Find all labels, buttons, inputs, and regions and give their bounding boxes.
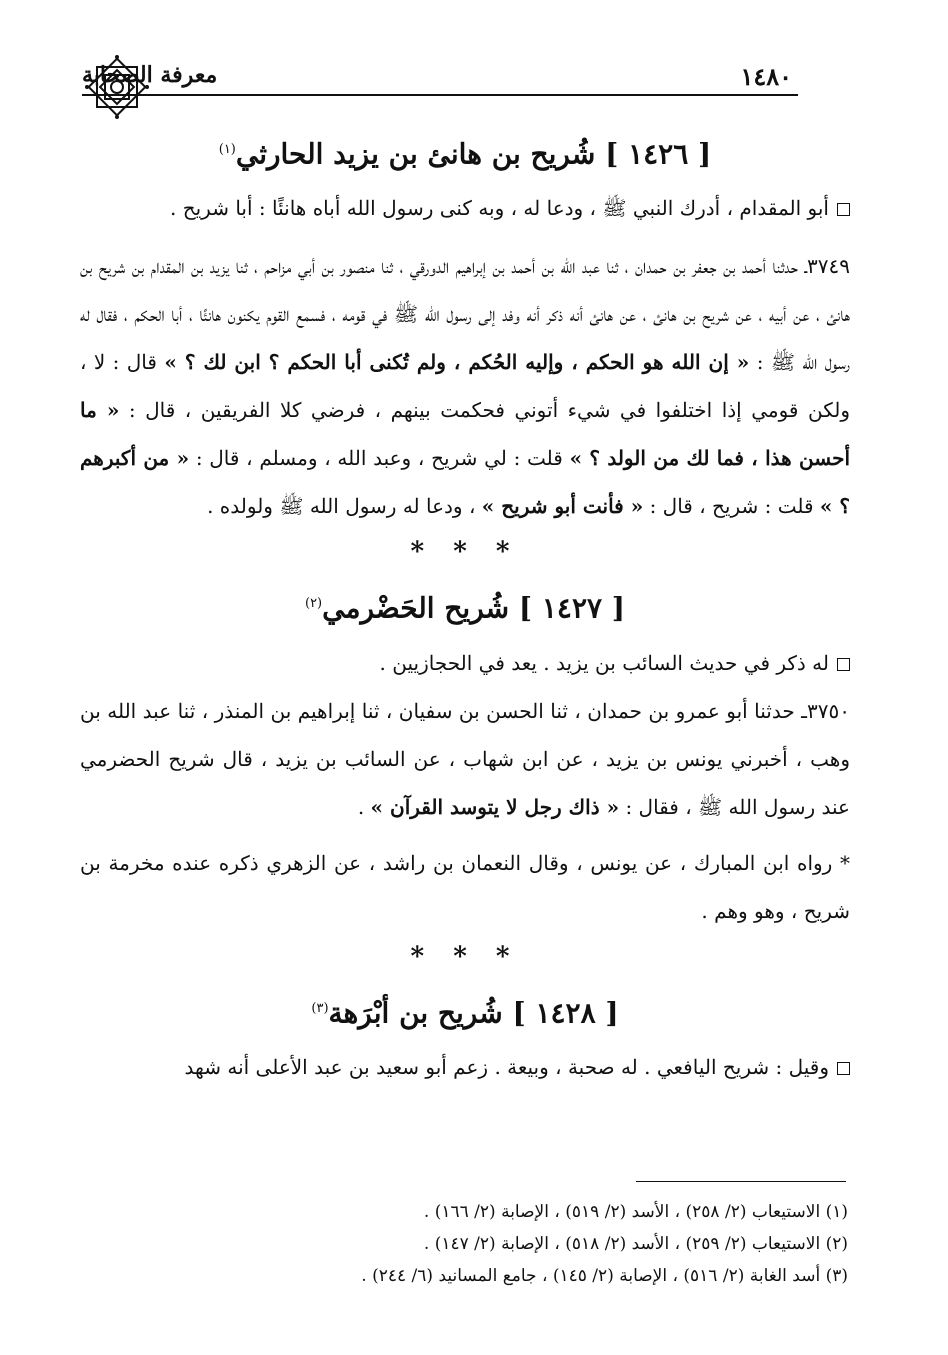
entry-note-1427	[80, 639, 850, 687]
hadith-quote: « فأنت أبو شريح »	[481, 494, 644, 519]
entry-title-1426	[80, 120, 850, 184]
entry-note-1426	[80, 184, 850, 232]
page-content	[80, 120, 850, 1091]
footnote-3: (٣) أسد الغابة (٢/ ٥١٦) ، الإصابة (٢/ ١٤٥) ، جامع المسانيد (٦/ ٢٤٤) .	[361, 1266, 848, 1286]
hadith-text: ٣٧٤٩ـ حدثنا أحمد بن جعفر بن حمدان ، ثنا عبد الله بن أحمد بن إبراهيم الدورقي ، ثنا منصور بن أبي مزاحم ، ثنا يزيد بن المقدام بن شريح بن هانئ ، عن أبيه ، عن شريح بن هانئ ، عن هانئ أنه ذكر أنه وفد إلى رسول الله ﷺ في قومه ، فسمع القوم يكنون هانئًا ، أبا الحكم ، فقال له رسول الله ﷺ :	[80, 254, 851, 375]
footnote-2: (٢) الاستيعاب (٢/ ٢٥٩) ، الأسد (٢/ ٥١٨) ، الإصابة (٢/ ١٤٧) .	[423, 1234, 848, 1254]
entry-note-text: له ذكر في حديث السائب بن يزيد . يعد في الحجازيين .	[379, 650, 829, 675]
footnote-rule	[636, 1181, 846, 1182]
square-bullet-icon	[837, 203, 850, 216]
section-separator: * * *	[410, 941, 520, 972]
footnote-ref: (٢)	[304, 596, 323, 612]
footnote-1: (١) الاستيعاب (٢/ ٢٥٨) ، الأسد (٢/ ٥١٩) ، الإصابة (٢/ ١٦٦) .	[423, 1202, 848, 1222]
footnote-ref: (١)	[218, 142, 236, 157]
hadith-text: قلت : لي شريح ، وعبد الله ، ومسلم ، قال :	[195, 446, 563, 471]
hadith-quote: « ذاك رجل لا يتوسد القرآن »	[370, 794, 620, 819]
hadith-text: قال : لا ، ولكن قومي إذا اختلفوا في شيء أتوني فحكمت بينهم ، فرضي كلا الفريقين ، قال :	[80, 350, 851, 423]
entry-note-text: أبو المقدام ، أدرك النبي ﷺ ، ودعا له ، وبه كنى رسول الله أباه هانئًا : أبا شريح .	[169, 196, 829, 221]
header-rule	[82, 94, 798, 96]
entry-title-text: [ ١٤٢٧ ] شُريح الحَضْرمي	[322, 591, 626, 625]
entry-note-1428	[80, 1043, 850, 1091]
book-title: معرفة الصحابة	[82, 62, 218, 88]
page-number: ١٤٨٠	[740, 62, 792, 91]
entry-title-text: [ ١٤٢٦ ] شُريح بن هانئ بن يزيد الحارثي	[235, 137, 712, 171]
hadith-text: .	[357, 794, 365, 819]
hadith-3750	[80, 687, 850, 831]
hadith-text: ٣٧٥٠ـ حدثنا أبو عمرو بن حمدان ، ثنا الحسن بن سفيان ، ثنا إبراهيم بن المنذر ، ثنا عبد الله بن وهب ، أخبرني يونس بن يزيد ، عن ابن شهاب ، عن السائب بن يزيد ، قال شريح الحضرمي عند رسول الله ﷺ ، فقال :	[80, 698, 850, 819]
footnote-ref: (٣)	[311, 1000, 329, 1016]
hadith-quote: « من أكبرهم ؟ »	[80, 446, 850, 519]
footnotes	[80, 1196, 848, 1292]
entry-title-1427	[80, 574, 850, 638]
entry-note-text: وقيل : شريح اليافعي . له صحبة ، وبيعة . زعم أبو سعيد بن عبد الأعلى أنه شهد	[184, 1054, 829, 1079]
hadith-quote: « إن الله هو الحكم ، وإليه الحُكم ، ولم تُكنى أبا الحكم ؟ ابن لك ؟ »	[164, 350, 750, 375]
entry-title-text: [ ١٤٢٨ ] شُريح بن أبْرَهة	[328, 995, 619, 1029]
entry-title-1428	[80, 979, 850, 1043]
hadith-quote: « ما أحسن هذا ، فما لك من الولد ؟ »	[80, 398, 850, 471]
square-bullet-icon	[837, 1062, 850, 1075]
hadith-remark: * رواه ابن المبارك ، عن يونس ، وقال النعمان بن راشد ، عن الزهري ذكره عنده مخرمة بن شريح ، وهو وهم .	[80, 850, 850, 923]
section-separator: * * *	[410, 537, 520, 568]
square-bullet-icon	[837, 658, 850, 671]
hadith-3749	[80, 242, 850, 530]
hadith-text: قلت : شريح ، قال :	[649, 494, 814, 519]
hadith-text: ، ودعا له رسول الله ﷺ ولولده .	[207, 494, 476, 519]
